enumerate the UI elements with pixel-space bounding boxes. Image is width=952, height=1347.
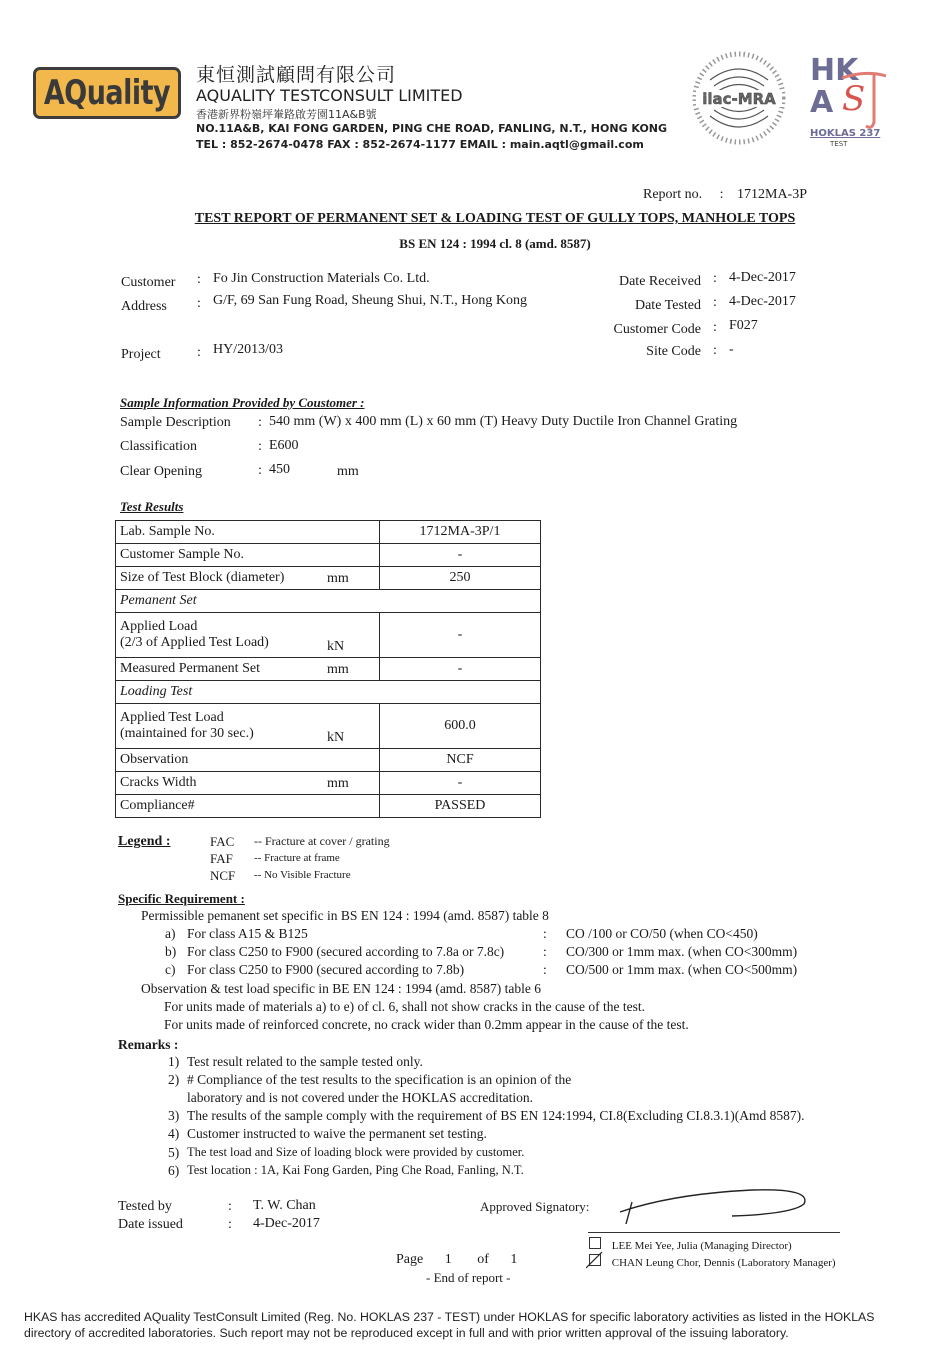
row-name: Compliance#: [116, 795, 328, 818]
sample-info-heading: Sample Information Provided by Coustomer :: [120, 395, 365, 410]
colon: :: [228, 1199, 232, 1214]
page-of: of: [477, 1252, 489, 1267]
subheading-permanent-set: Pemanent Set: [116, 590, 541, 613]
colon: :: [713, 343, 717, 358]
row-name-line2: (maintained for 30 sec.): [120, 726, 254, 741]
row-name: Cracks Width: [116, 772, 328, 795]
colon: :: [197, 296, 201, 311]
table-row: [116, 544, 541, 567]
colon: :: [713, 295, 717, 310]
signature-icon: [612, 1184, 812, 1230]
spec-marker: c): [165, 962, 176, 977]
customer-code-value: F027: [729, 318, 758, 333]
page-indicator: [396, 1252, 517, 1268]
remark-marker: 3): [168, 1108, 180, 1123]
remark-marker: 5): [168, 1145, 180, 1160]
colon: :: [197, 272, 201, 287]
colon: :: [713, 320, 717, 335]
table-row: [116, 613, 541, 658]
clear-opening-unit: mm: [337, 464, 359, 479]
remark-marker: 2): [168, 1072, 180, 1087]
report-title: TEST REPORT OF PERMANENT SET & LOADING TEST OF GULLY TOPS, MANHOLE TOPS: [194, 211, 796, 226]
row-name: [116, 704, 328, 749]
approved-signatory-label: Approved Signatory:: [480, 1199, 590, 1214]
sample-description-value: 540 mm (W) x 400 mm (L) x 60 mm (T) Heavy Duty Ductile Iron Channel Grating: [269, 414, 738, 429]
observation-line: For units made of reinforced concrete, no crack wider than 0.2mm appear in the cause of the test.: [164, 1017, 689, 1032]
page-total: 1: [510, 1252, 518, 1267]
project-value: HY/2013/03: [213, 342, 283, 357]
row-value: -: [380, 544, 541, 567]
row-value: -: [380, 772, 541, 795]
table-row: [116, 704, 541, 749]
legend-title: Legend :: [118, 834, 171, 849]
table-row: [116, 795, 541, 818]
spec-marker: a): [165, 926, 176, 941]
project-label: Project: [121, 347, 161, 362]
colon: :: [258, 415, 262, 430]
date-issued-label: Date issued: [118, 1217, 183, 1232]
svg-text:HOKLAS 237: HOKLAS 237: [810, 128, 881, 139]
signature-line: [588, 1232, 840, 1233]
specific-requirement-title: Specific Requirement :: [118, 891, 245, 906]
row-value: -: [380, 613, 541, 658]
date-tested-value: 4-Dec-2017: [729, 294, 796, 309]
row-unit: [327, 544, 380, 567]
table-row: [116, 772, 541, 795]
company-name-zh: 東恒測試顧問有限公司: [196, 64, 397, 86]
legend-code: NCF: [210, 868, 236, 883]
legend-desc: -- Fracture at cover / grating: [254, 834, 390, 848]
site-code-value: -: [729, 342, 734, 357]
company-address-en: NO.11A&B, KAI FONG GARDEN, PING CHE ROAD, FANLING, N.T., HONG KONG: [196, 122, 668, 135]
signatory-item: [589, 1254, 836, 1269]
table-row: [116, 749, 541, 772]
row-name: Customer Sample No.: [116, 544, 328, 567]
row-name-line2: (2/3 of Applied Test Load): [120, 635, 269, 650]
spec-limit: CO/500 or 1mm max. (when CO<500mm): [566, 962, 798, 977]
test-results-heading: Test Results: [120, 499, 184, 514]
customer-label: Customer: [121, 275, 176, 290]
svg-text:A: A: [810, 85, 834, 120]
row-name: Observation: [116, 749, 328, 772]
colon: :: [543, 926, 547, 941]
spec-limit: CO/300 or 1mm max. (when CO<300mm): [566, 944, 798, 959]
row-name-line1: Applied Test Load: [120, 710, 224, 725]
row-name: Measured Permanent Set: [116, 658, 328, 681]
spec-intro: Permissible pemanent set specific in BS EN 124 : 1994 (amd. 8587) table 8: [141, 908, 549, 923]
site-code-label: Site Code: [646, 344, 701, 359]
row-unit: mm: [327, 772, 380, 795]
remark-text: # Compliance of the test results to the specification is an opinion of the: [187, 1072, 572, 1087]
company-name-en: AQUALITY TESTCONSULT LIMITED: [196, 86, 463, 105]
row-name: [116, 613, 328, 658]
company-contact: TEL : 852-2674-0478 FAX : 852-2674-1177 EMAIL : main.aqtl@gmail.com: [196, 138, 644, 151]
classification-value: E600: [269, 438, 299, 453]
report-number: Report no. : 1712MA-3P: [643, 187, 808, 202]
observation-intro: Observation & test load specific in BE EN 124 : 1994 (amd. 8587) table 6: [141, 981, 542, 996]
svg-text:TEST: TEST: [830, 140, 848, 148]
clear-opening-value: 450: [269, 462, 290, 477]
remark-text: Test result related to the sample tested only.: [187, 1054, 423, 1069]
company-address-zh: 香港新界粉嶺坪輋路啟芳園11A&B號: [196, 108, 377, 121]
report-standard: BS EN 124 : 1994 cl. 8 (amd. 8587): [399, 236, 591, 251]
legend-desc: -- No Visible Fracture: [254, 869, 351, 881]
spec-text: For class C250 to F900 (secured according to 7.8b): [187, 962, 465, 977]
colon: :: [197, 345, 201, 360]
signatory-name: CHAN Leung Chor, Dennis (Laboratory Manager): [611, 1257, 836, 1269]
svg-text:HK: HK: [810, 53, 859, 88]
accreditation-footer: [24, 1309, 929, 1341]
date-received-value: 4-Dec-2017: [729, 270, 796, 285]
spec-marker: b): [165, 944, 177, 959]
colon: :: [258, 463, 262, 478]
row-unit: [327, 795, 380, 818]
date-received-label: Date Received: [618, 274, 701, 289]
checkbox-unchecked-icon: [589, 1237, 601, 1249]
row-unit: [327, 749, 380, 772]
table-row: [116, 658, 541, 681]
remark-text: Test location : 1A, Kai Fong Garden, Ping Che Road, Fanling, N.T.: [187, 1163, 524, 1177]
row-value: 250: [380, 567, 541, 590]
compliance-value: PASSED: [380, 795, 541, 818]
sample-description-label: Sample Description: [120, 415, 231, 430]
legend-code: FAC: [210, 834, 235, 849]
end-of-report: - End of report -: [426, 1270, 511, 1285]
logo-text: AQuality: [43, 73, 171, 113]
row-value: -: [380, 658, 541, 681]
svg-text:ilac-MRA: ilac-MRA: [702, 90, 776, 108]
ilac-mra-logo-icon: [692, 50, 786, 150]
hkas-logo-icon: [808, 50, 892, 150]
remark-marker: 4): [168, 1126, 180, 1141]
report-no-label: Report no.: [643, 187, 703, 202]
date-issued-value: 4-Dec-2017: [253, 1216, 320, 1231]
row-unit: mm: [327, 567, 380, 590]
date-tested-label: Date Tested: [634, 298, 701, 313]
row-value: NCF: [380, 749, 541, 772]
remark-marker: 1): [168, 1054, 180, 1069]
remark-text: Customer instructed to waive the permanent set testing.: [187, 1126, 487, 1141]
report-no-value: 1712MA-3P: [737, 187, 808, 202]
footer-line2: directory of accredited laboratories. Such report may not be reproduced except in full and with prior written approval of the issuing laboratory.: [24, 1326, 789, 1340]
checkbox-checked-icon: [589, 1254, 601, 1266]
signatory-name: LEE Mei Yee, Julia (Managing Director): [611, 1240, 792, 1252]
colon: :: [543, 962, 547, 977]
spec-text: For class A15 & B125: [187, 926, 308, 941]
classification-label: Classification: [120, 439, 197, 454]
subheading-loading-test: Loading Test: [116, 681, 541, 704]
spec-limit: CO /100 or CO/50 (when CO<450): [566, 926, 758, 941]
remarks-title: Remarks :: [118, 1037, 179, 1052]
row-unit: [327, 521, 380, 544]
colon: :: [543, 944, 547, 959]
clear-opening-label: Clear Opening: [120, 464, 203, 479]
legend-code: FAF: [210, 851, 233, 866]
remark-text: The test load and Size of loading block were provided by customer.: [187, 1145, 525, 1159]
tested-by-value: T. W. Chan: [253, 1198, 316, 1213]
row-name: Lab. Sample No.: [116, 521, 328, 544]
row-name-line1: Applied Load: [120, 619, 198, 634]
customer-code-label: Customer Code: [613, 322, 701, 337]
remark-marker: 6): [168, 1163, 180, 1178]
page-current: 1: [444, 1252, 452, 1267]
colon: :: [228, 1217, 232, 1232]
page-label: Page: [396, 1252, 424, 1267]
spec-text: For class C250 to F900 (secured according to 7.8a or 7.8c): [187, 944, 505, 959]
table-subheading-row: [116, 590, 541, 613]
colon: :: [258, 439, 262, 454]
tested-by-label: Tested by: [118, 1199, 172, 1214]
remark-text-cont: laboratory and is not covered under the HOKLAS accreditation.: [187, 1090, 534, 1105]
legend-desc: -- Fracture at frame: [254, 852, 340, 864]
observation-line: For units made of materials a) to e) of cl. 6, shall not show cracks in the cause of the test.: [164, 999, 645, 1014]
company-logo: [33, 67, 181, 119]
row-name: Size of Test Block (diameter): [116, 567, 328, 590]
table-subheading-row: [116, 681, 541, 704]
address-value: G/F, 69 San Fung Road, Sheung Shui, N.T., Hong Kong: [213, 293, 528, 308]
colon: :: [713, 271, 717, 286]
test-results-table: [115, 520, 541, 818]
signatory-item: [589, 1237, 792, 1252]
row-value: 600.0: [380, 704, 541, 749]
row-value: 1712MA-3P/1: [380, 521, 541, 544]
remark-text: The results of the sample comply with the requirement of BS EN 124:1994, CI.8(Excluding CI.8.3.1)(Amd 8587).: [187, 1108, 805, 1123]
footer-line1: HKAS has accredited AQuality TestConsult Limited (Reg. No. HOKLAS 237 - TEST) under HOKLAS for specific laboratory activities as listed in the HOKLAS: [24, 1310, 875, 1324]
address-label: Address: [121, 299, 167, 314]
row-unit: kN: [327, 704, 380, 749]
row-unit: mm: [327, 658, 380, 681]
table-row: [116, 521, 541, 544]
row-unit: kN: [327, 613, 380, 658]
customer-value: Fo Jin Construction Materials Co. Ltd.: [213, 271, 430, 286]
svg-text:S: S: [842, 79, 866, 119]
table-row: [116, 567, 541, 590]
